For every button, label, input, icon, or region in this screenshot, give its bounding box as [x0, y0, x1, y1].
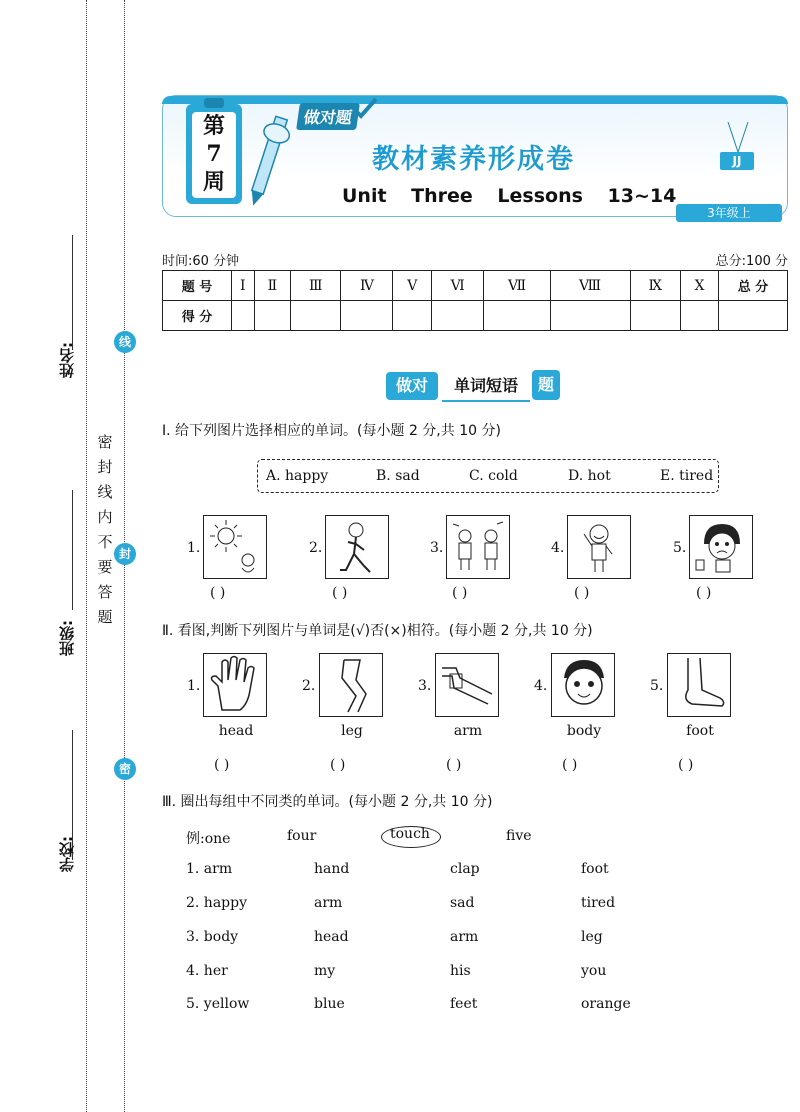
face-icon: [552, 654, 614, 716]
score-cell[interactable]: [630, 301, 680, 331]
table-header-cell: 总 分: [719, 271, 788, 301]
word-head: head: [218, 723, 254, 739]
word-arm: arm: [453, 723, 483, 739]
leg-picture: [319, 653, 383, 717]
group-word[interactable]: feet: [450, 996, 478, 1012]
answer-blank[interactable]: ( ): [452, 585, 468, 601]
arm-picture: [435, 653, 499, 717]
option-c: C. cold: [469, 468, 518, 484]
binding-notice: [94, 430, 116, 630]
hand-icon: [204, 654, 266, 716]
answer-blank[interactable]: ( ): [332, 585, 348, 601]
question-3-title: Ⅲ. 圈出每组中不同类的单词。(每小题 2 分,共 10 分): [162, 794, 493, 810]
score-cell[interactable]: [341, 301, 393, 331]
answer-blank[interactable]: ( ): [696, 585, 712, 601]
example-word: five: [506, 828, 532, 844]
q2-item-number: 3.: [418, 678, 432, 694]
group-word[interactable]: foot: [581, 861, 609, 877]
group-word[interactable]: 2. happy: [186, 895, 248, 911]
table-cell: Ⅹ: [680, 271, 718, 301]
unit-subtitle: Unit Three Lessons 13~14: [342, 185, 677, 207]
example-label: 例:one: [186, 831, 231, 847]
arm-icon: [436, 654, 498, 716]
school-label: 学校:: [58, 836, 76, 872]
score-cell[interactable]: [432, 301, 484, 331]
q2-item-number: 4.: [534, 678, 548, 694]
time-limit: 时间:60 分钟: [162, 254, 240, 269]
score-cell[interactable]: [484, 301, 550, 331]
edition-tag: JJ: [720, 152, 754, 170]
group-word[interactable]: hand: [314, 861, 350, 877]
table-header-cell: 得 分: [163, 301, 232, 331]
answer-blank[interactable]: ( ): [574, 585, 590, 601]
table-row: [163, 271, 788, 301]
group-word[interactable]: 4. her: [186, 963, 228, 979]
section-badge: [386, 370, 562, 402]
score-cell[interactable]: [232, 301, 255, 331]
group-word[interactable]: his: [450, 963, 471, 979]
grade-tab: 3年级上: [676, 204, 782, 222]
notice-char: 内: [97, 508, 113, 526]
table-cell: Ⅵ: [432, 271, 484, 301]
seal-seal: 封: [114, 543, 136, 565]
score-cell[interactable]: [719, 301, 788, 331]
option-a: A. happy: [266, 468, 329, 484]
option-d: D. hot: [568, 468, 611, 484]
answer-blank[interactable]: ( ): [678, 757, 694, 773]
class-blank: [72, 490, 73, 610]
section-badge-title: 单词短语: [442, 372, 530, 402]
group-word[interactable]: 5. yellow: [186, 996, 250, 1012]
hot-sun-picture: [203, 515, 267, 579]
hand-picture: [203, 653, 267, 717]
table-cell: Ⅳ: [341, 271, 393, 301]
total-score: 总分:100 分: [715, 254, 788, 269]
class-label: 班级:: [58, 620, 76, 656]
group-word[interactable]: blue: [314, 996, 345, 1012]
group-word[interactable]: leg: [581, 929, 603, 945]
tag-string-icon: [726, 122, 750, 154]
cold-people-picture: [446, 515, 510, 579]
foot-picture: [667, 653, 731, 717]
q2-item-number: 5.: [650, 678, 664, 694]
table-cell: Ⅸ: [630, 271, 680, 301]
table-cell: Ⅶ: [484, 271, 550, 301]
sad-girl-picture: [689, 515, 753, 579]
cold-people-icon: [447, 516, 509, 578]
group-word[interactable]: arm: [450, 929, 479, 945]
group-word[interactable]: arm: [314, 895, 343, 911]
week-number: 7: [206, 141, 222, 167]
check-mark-icon: [352, 97, 378, 119]
notice-char: 线: [97, 483, 113, 501]
week-char: 第: [202, 113, 225, 139]
sun-icon: [204, 516, 266, 578]
q1-item-number: 5.: [673, 540, 687, 556]
notice-char: 题: [97, 608, 113, 626]
table-cell: Ⅰ: [232, 271, 255, 301]
option-b: B. sad: [376, 468, 420, 484]
group-word[interactable]: 3. body: [186, 929, 239, 945]
happy-boy-icon: [568, 516, 630, 578]
clipboard-clip-icon: [204, 98, 224, 108]
group-word[interactable]: head: [314, 929, 349, 945]
word-body: body: [566, 723, 602, 739]
score-cell[interactable]: [680, 301, 718, 331]
group-word[interactable]: sad: [450, 895, 475, 911]
answer-blank[interactable]: ( ): [330, 757, 346, 773]
example-circled-word: touch: [390, 826, 430, 842]
q1-item-number: 3.: [430, 540, 444, 556]
table-row: [163, 301, 788, 331]
q2-item-number: 1.: [187, 678, 201, 694]
table-cell: Ⅷ: [550, 271, 630, 301]
name-blank: [72, 235, 73, 350]
pencil-icon: [246, 110, 290, 210]
score-cell[interactable]: [550, 301, 630, 331]
group-word[interactable]: you: [581, 963, 607, 979]
section-badge-brand: 做对: [386, 372, 438, 400]
leg-icon: [320, 654, 382, 716]
foot-icon: [668, 654, 730, 716]
answer-blank[interactable]: ( ): [214, 757, 230, 773]
notice-char: 密: [97, 433, 113, 451]
question-2-title: Ⅱ. 看图,判断下列图片与单词是(√)否(×)相符。(每小题 2 分,共 10 分): [162, 623, 593, 639]
q1-item-number: 1.: [187, 540, 201, 556]
seal-line: 线: [114, 331, 136, 353]
week-text: [192, 112, 236, 198]
header-top-bar: [162, 96, 788, 104]
q1-item-number: 4.: [551, 540, 565, 556]
brand-logo: 做对题: [296, 103, 360, 130]
tired-runner-picture: [325, 515, 389, 579]
table-cell: Ⅲ: [291, 271, 341, 301]
group-word[interactable]: orange: [581, 996, 631, 1012]
group-word[interactable]: tired: [581, 895, 616, 911]
example-word: four: [287, 828, 317, 844]
table-cell: Ⅱ: [254, 271, 290, 301]
paper-title: 教材素养形成卷: [372, 144, 575, 175]
section-badge-tail: 题: [532, 370, 560, 400]
answer-blank[interactable]: ( ): [210, 585, 226, 601]
binding-dotted-line-outer: [86, 0, 87, 1112]
notice-char: 不: [97, 533, 113, 551]
option-e: E. tired: [660, 468, 714, 484]
notice-char: 答: [97, 583, 113, 601]
score-cell[interactable]: [393, 301, 432, 331]
notice-char: 封: [97, 458, 113, 476]
table-header-cell: 题 号: [163, 271, 232, 301]
week-badge: [186, 104, 242, 204]
name-label: 姓名:: [58, 342, 76, 378]
q2-item-number: 2.: [302, 678, 316, 694]
group-word[interactable]: 1. arm: [186, 861, 233, 877]
answer-blank[interactable]: ( ): [562, 757, 578, 773]
group-word[interactable]: clap: [450, 861, 480, 877]
score-table: [162, 270, 788, 331]
face-picture: [551, 653, 615, 717]
q1-item-number: 2.: [309, 540, 323, 556]
runner-icon: [326, 516, 388, 578]
table-cell: Ⅴ: [393, 271, 432, 301]
score-cell[interactable]: [254, 301, 290, 331]
question-1-title: Ⅰ. 给下列图片选择相应的单词。(每小题 2 分,共 10 分): [162, 423, 501, 439]
group-word[interactable]: my: [314, 963, 336, 979]
happy-boy-picture: [567, 515, 631, 579]
notice-char: 要: [97, 558, 113, 576]
word-leg: leg: [341, 723, 363, 739]
week-char: 周: [202, 169, 225, 195]
seal-secret: 密: [114, 758, 136, 780]
sad-girl-icon: [690, 516, 752, 578]
answer-blank[interactable]: ( ): [446, 757, 462, 773]
word-foot: foot: [686, 723, 714, 739]
score-cell[interactable]: [291, 301, 341, 331]
